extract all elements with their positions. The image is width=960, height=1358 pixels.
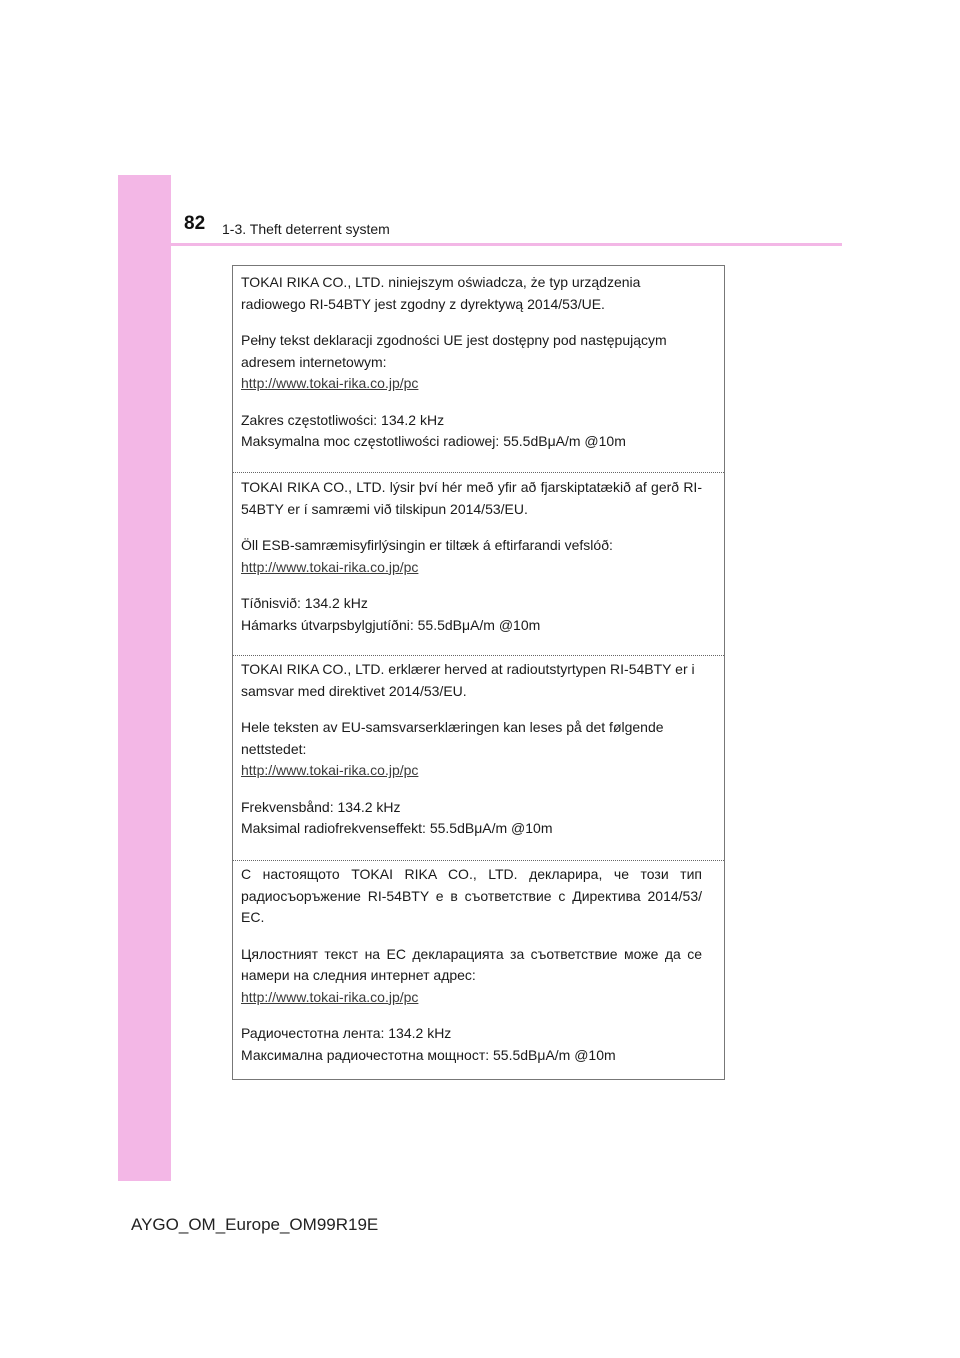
- declaration-link[interactable]: http://www.tokai-rika.co.jp/pc: [241, 375, 419, 391]
- specs-paragraph: [241, 1023, 702, 1066]
- declaration-text: С настоящото TOKAI RIKA CO., LTD. декларира, че този тип радиосъоръжение RI-54BTY е в съответствие с Директива 2014/53/ЕС.: [241, 866, 702, 925]
- availability-paragraph: [241, 944, 702, 1009]
- specs-paragraph: [241, 797, 702, 840]
- header-rule: [171, 243, 842, 246]
- availability-paragraph: [241, 717, 702, 782]
- declaration-link[interactable]: http://www.tokai-rika.co.jp/pc: [241, 988, 419, 1005]
- declaration-box: [232, 265, 725, 1080]
- declaration-text: TOKAI RIKA CO., LTD. erklærer herved at radioutstyrtypen RI-54BTY er i samsvar med direktivet 2014/53/EU.: [241, 661, 695, 699]
- power-text: Максимална радиочестотна мощност: 55.5dBμA/m @10m: [241, 1046, 616, 1063]
- frequency-text: Tíðnisvið: 134.2 kHz: [241, 595, 368, 611]
- frequency-text: Frekvensbånd: 134.2 kHz: [241, 798, 401, 815]
- section-divider: [233, 655, 724, 656]
- declaration-block-icelandic: [241, 477, 702, 636]
- declaration-block-bulgarian: [241, 864, 702, 1066]
- frequency-text: Радиочестотна лента: 134.2 kHz: [241, 1025, 452, 1041]
- availability-text: Hele teksten av EU-samsvarserklæringen kan leses på det følgende nettstedet:: [241, 719, 664, 757]
- chapter-tab-bar: [118, 175, 171, 1181]
- declaration-link[interactable]: http://www.tokai-rika.co.jp/pc: [241, 762, 419, 778]
- frequency-text: Zakres częstotliwości: 134.2 kHz: [241, 411, 445, 428]
- availability-paragraph: [241, 535, 702, 578]
- specs-paragraph: [241, 593, 702, 636]
- document-id: AYGO_OM_Europe_OM99R19E: [131, 1215, 379, 1234]
- declaration-text: TOKAI RIKA CO., LTD. niniejszym oświadcza, że typ urządzenia radiowego RI-54BTY jest zgodny z dyrektywą 2014/53/UE.: [241, 274, 641, 312]
- availability-text: Цялостният текст на ЕС декларацията за съответствие може да се намери на следния интернет адрес:: [241, 945, 702, 983]
- declaration-text: TOKAI RIKA CO., LTD. lýsir því hér með yfir að fjarskiptatækið af gerð RI-54BTY er í samræmi við tilskipun 2014/53/EU.: [241, 479, 702, 517]
- power-text: Maksymalna moc częstotliwości radiowej: 55.5dBμA/m @10m: [241, 433, 626, 449]
- declaration-block-norwegian: [241, 659, 702, 840]
- section-divider: [233, 472, 724, 473]
- declaration-link[interactable]: http://www.tokai-rika.co.jp/pc: [241, 558, 419, 575]
- section-divider: [233, 860, 724, 861]
- availability-text: Pełny tekst deklaracji zgodności UE jest dostępny pod następującym adresem internetowym:: [241, 332, 667, 370]
- page-number: 82: [184, 213, 206, 234]
- section-title: 1-3. Theft deterrent system: [222, 221, 390, 237]
- availability-text: Öll ESB-samræmisyfirlýsingin er tiltæk á eftirfarandi vefslóð:: [241, 537, 613, 553]
- declaration-block-polish: [241, 272, 702, 453]
- availability-paragraph: [241, 330, 702, 395]
- power-text: Maksimal radiofrekvenseffekt: 55.5dBμA/m @10m: [241, 820, 553, 836]
- power-text: Hámarks útvarpsbylgjutíðni: 55.5dBμA/m @10m: [241, 616, 541, 633]
- specs-paragraph: [241, 410, 702, 453]
